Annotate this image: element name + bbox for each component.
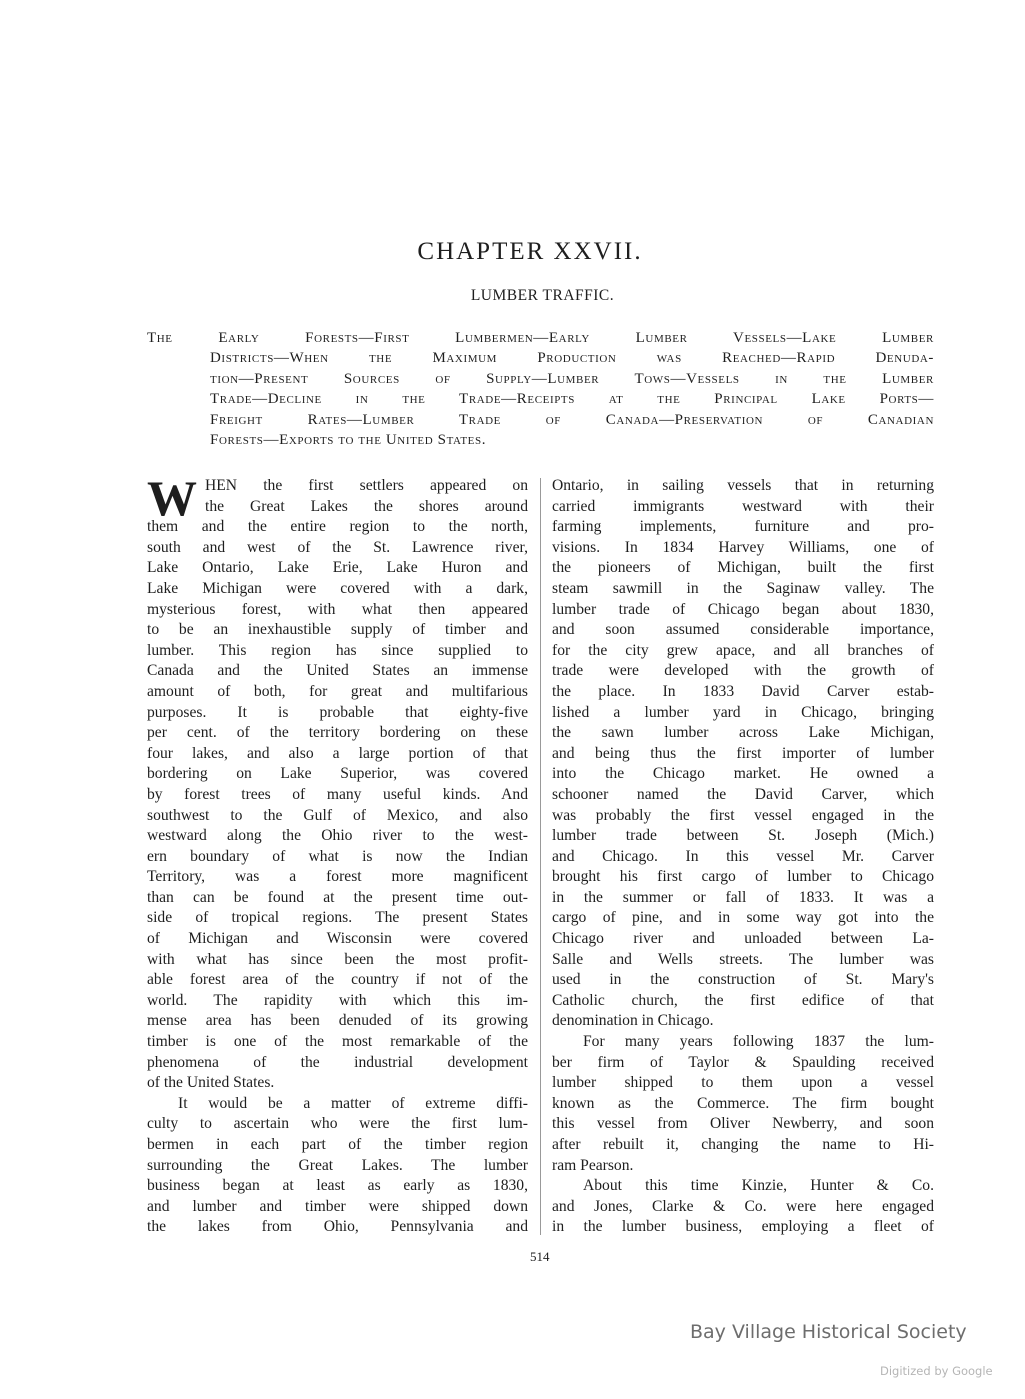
text-line: Chicago river and unloaded between La- — [552, 930, 934, 948]
text-line: and soon assumed considerable importance, — [552, 621, 934, 639]
synopsis-line: Freight Rates—Lumber Trade of Canada—Preservation of Canadian — [210, 411, 934, 428]
text-line: this vessel from Oliver Newberry, and soon — [552, 1115, 934, 1133]
text-line: Territory, was a forest more magnificent — [147, 868, 528, 886]
text-line: Lake Ontario, Lake Erie, Lake Huron and — [147, 559, 528, 577]
text-line: lumber. This region has since supplied to — [147, 641, 528, 659]
text-line: southwest to the Gulf of Mexico, and also — [147, 806, 528, 824]
text-line: brought his first cargo of lumber to Chicago — [552, 868, 934, 886]
digitized-by-google: Digitized by Google — [880, 1364, 993, 1378]
text-line: used in the construction of St. Mary's — [552, 971, 934, 989]
column-divider — [540, 478, 541, 1235]
text-line: and Jones, Clarke & Co. were here engaged — [552, 1197, 934, 1215]
text-line: It would be a matter of extreme diffi- — [178, 1094, 528, 1112]
text-line: mense area has been denuded of its growing — [147, 1012, 528, 1030]
text-line: into the Chicago market. He owned a — [552, 765, 934, 783]
text-line: the place. In 1833 David Carver estab- — [552, 682, 934, 700]
text-line: per cent. of the territory bordering on these — [147, 724, 528, 742]
synopsis-line: Forests—Exports to the United States. — [210, 431, 487, 448]
synopsis-line: tion—Present Sources of Supply—Lumber Tows—Vessels in the Lumber — [210, 370, 934, 387]
text-line: with what has since been the most profit- — [147, 950, 528, 968]
text-line: by forest trees of many useful kinds. And — [147, 785, 528, 803]
text-line: in the lumber business, employing a fleet of — [552, 1218, 934, 1236]
text-line: Lake Michigan were covered with a dark, — [147, 579, 528, 597]
text-line: trade were developed with the growth of — [552, 662, 934, 680]
library-watermark: Bay Village Historical Society — [690, 1321, 967, 1343]
text-line: known as the Commerce. The firm bought — [552, 1094, 934, 1112]
text-line: lumber shipped to them upon a vessel — [552, 1074, 934, 1092]
text-line: the Great Lakes the shores around — [205, 497, 528, 515]
text-line: and being thus the first importer of lumber — [552, 744, 934, 762]
text-line: bordering on Lake Superior, was covered — [147, 765, 528, 783]
text-line: and Chicago. In this vessel Mr. Carver — [552, 847, 934, 865]
text-line: westward along the Ohio river to the west- — [147, 827, 528, 845]
text-line: denomination in Chicago. — [552, 1012, 714, 1030]
text-line: the pioneers of Michigan, built the first — [552, 559, 934, 577]
synopsis-line: Districts—When the Maximum Production was Reached—Rapid Denuda- — [210, 350, 934, 367]
chapter-title: CHAPTER XXVII. — [417, 238, 643, 265]
right-column — [552, 476, 934, 1238]
synopsis-line: Trade—Decline in the Trade—Receipts at the Principal Lake Ports— — [210, 391, 934, 408]
text-line: Canada and the United States an immense — [147, 662, 528, 680]
text-line: was probably the first vessel engaged in the — [552, 806, 934, 824]
text-line: timber is one of the most remarkable of the — [147, 1033, 528, 1051]
text-line: mysterious forest, with what then appeared — [147, 600, 528, 618]
text-line: cargo of pine, and in some way got into the — [552, 909, 934, 927]
text-line: lumber trade of Chicago began about 1830, — [552, 600, 934, 618]
text-line: steam sawmill in the Saginaw valley. The — [552, 579, 934, 597]
text-line: Ontario, in sailing vessels that in returning — [552, 477, 934, 494]
text-line: of Michigan and Wisconsin were covered — [147, 930, 528, 948]
text-line: of the United States. — [147, 1074, 275, 1092]
text-line: phenomena of the industrial development — [147, 1053, 528, 1071]
text-line: them and the entire region to the north, — [147, 518, 528, 536]
text-line: Catholic church, the first edifice of that — [552, 991, 934, 1009]
text-line: the sawn lumber across Lake Michigan, — [552, 724, 934, 742]
text-line: and lumber and timber were shipped down — [147, 1197, 528, 1215]
text-line: amount of both, for great and multifarious — [147, 682, 528, 700]
text-line: the lakes from Ohio, Pennsylvania and — [147, 1218, 528, 1236]
left-column — [147, 470, 528, 1238]
synopsis-line: The Early Forests—First Lumbermen—Early Lumber Vessels—Lake Lumber — [147, 330, 934, 346]
text-line: ram Pearson. — [552, 1156, 634, 1174]
text-line: world. The rapidity with which this im- — [147, 991, 528, 1009]
text-line: schooner named the David Carver, which — [552, 785, 934, 803]
text-line: culty to ascertain who were the first lum- — [147, 1115, 528, 1133]
text-line: About this time Kinzie, Hunter & Co. — [583, 1177, 934, 1195]
text-line: For many years following 1837 the lum- — [583, 1033, 934, 1051]
chapter-synopsis — [147, 328, 934, 450]
text-line: side of tropical regions. The present States — [147, 909, 528, 927]
page-number: 514 — [530, 1249, 550, 1264]
text-line: four lakes, and also a large portion of that — [147, 744, 528, 762]
text-line: HEN the first settlers appeared on — [205, 477, 528, 494]
text-line: to be an inexhaustible supply of timber and — [147, 621, 528, 639]
text-line: visions. In 1834 Harvey Williams, one of — [552, 538, 934, 556]
text-line: for the city grew apace, and all branches of — [552, 641, 934, 659]
text-line: surrounding the Great Lakes. The lumber — [147, 1156, 528, 1174]
text-line: after rebuilt it, changing the name to Hi- — [552, 1136, 934, 1153]
text-line: Salle and Wells streets. The lumber was — [552, 950, 934, 968]
text-line: purposes. It is probable that eighty-five — [147, 703, 528, 721]
text-line: in the summer or fall of 1833. It was a — [552, 888, 934, 906]
text-line: farming implements, furniture and pro- — [552, 518, 934, 536]
text-line: than can be found at the present time out- — [147, 888, 528, 906]
text-line: lumber trade between St. Joseph (Mich.) — [552, 827, 934, 845]
text-line: lished a lumber yard in Chicago, bringing — [552, 703, 934, 721]
text-line: carried immigrants westward with their — [552, 497, 934, 515]
text-line: ber firm of Taylor & Spaulding received — [552, 1053, 934, 1071]
drop-cap: W — [147, 470, 197, 526]
text-line: south and west of the St. Lawrence river, — [147, 538, 528, 556]
chapter-subtitle: LUMBER TRAFFIC. — [470, 287, 615, 304]
text-line: ern boundary of what is now the Indian — [147, 847, 528, 865]
text-line: business began at least as early as 1830, — [147, 1177, 528, 1195]
text-line: bermen in each part of the timber region — [147, 1136, 528, 1153]
text-line: able forest area of the country if not of the — [147, 971, 528, 989]
